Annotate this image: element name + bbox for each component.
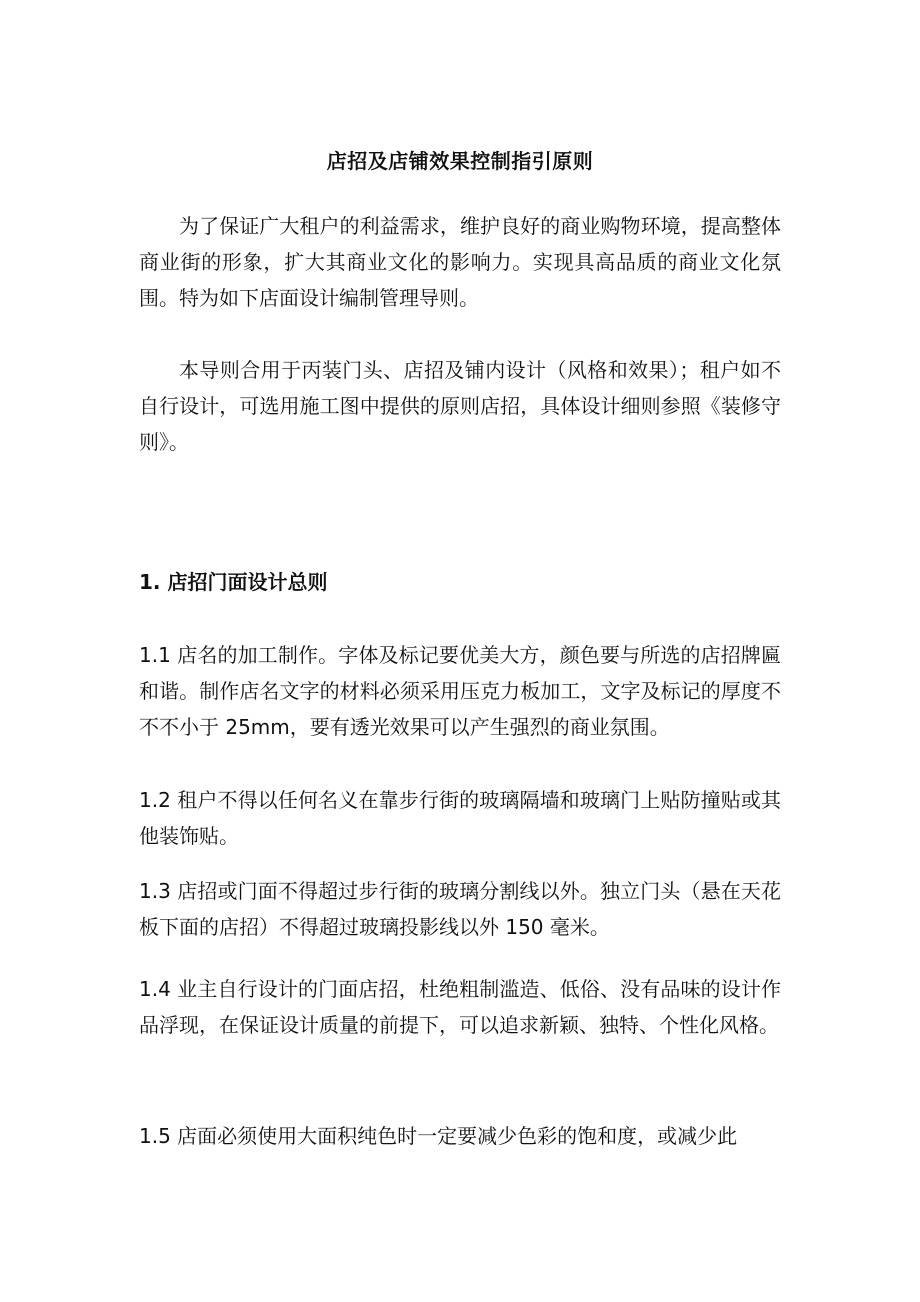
- clause-1-5: 1.5 店面必须使用大面积纯色时一定要减少色彩的饱和度，或减少此: [139, 1124, 738, 1148]
- section-heading: 1. 店招门面设计总则: [139, 570, 328, 594]
- clause-1-2: 1.2 租户不得以任何名义在靠步行街的玻璃隔墙和玻璃门上贴防撞贴或其他装饰贴。: [139, 788, 781, 848]
- intro-paragraph: 本导则合用于丙装门头、店招及铺内设计（风格和效果）；租户如不自行设计，可选用施工图中提供的原则店招，具体设计细则参照《装修守则》。: [139, 358, 781, 454]
- document-title: 店招及店铺效果控制指引原则: [326, 149, 594, 173]
- clause-1-1: 1.1 店名的加工制作。字体及标记要优美大方，颜色要与所选的店招牌匾和谐。制作店名文字的材料必须采用压克力板加工，文字及标记的厚度不不不小于 25mm，要有透光效果可以产生强烈的商业氛围。: [139, 643, 781, 739]
- clause-1-3: 1.3 店招或门面不得超过步行街的玻璃分割线以外。独立门头（悬在天花板下面的店招）不得超过玻璃投影线以外 150 毫米。: [139, 879, 781, 939]
- clause-1-4: 1.4 业主自行设计的门面店招，杜绝粗制滥造、低俗、没有品味的设计作品浮现，在保证设计质量的前提下，可以追求新颖、独特、个性化风格。: [139, 977, 781, 1037]
- intro-paragraph: 为了保证广大租户的利益需求，维护良好的商业购物环境，提高整体商业街的形象，扩大其商业文化的影响力。实现具高品质的商业文化氛围。特为如下店面设计编制管理导则。: [139, 214, 781, 310]
